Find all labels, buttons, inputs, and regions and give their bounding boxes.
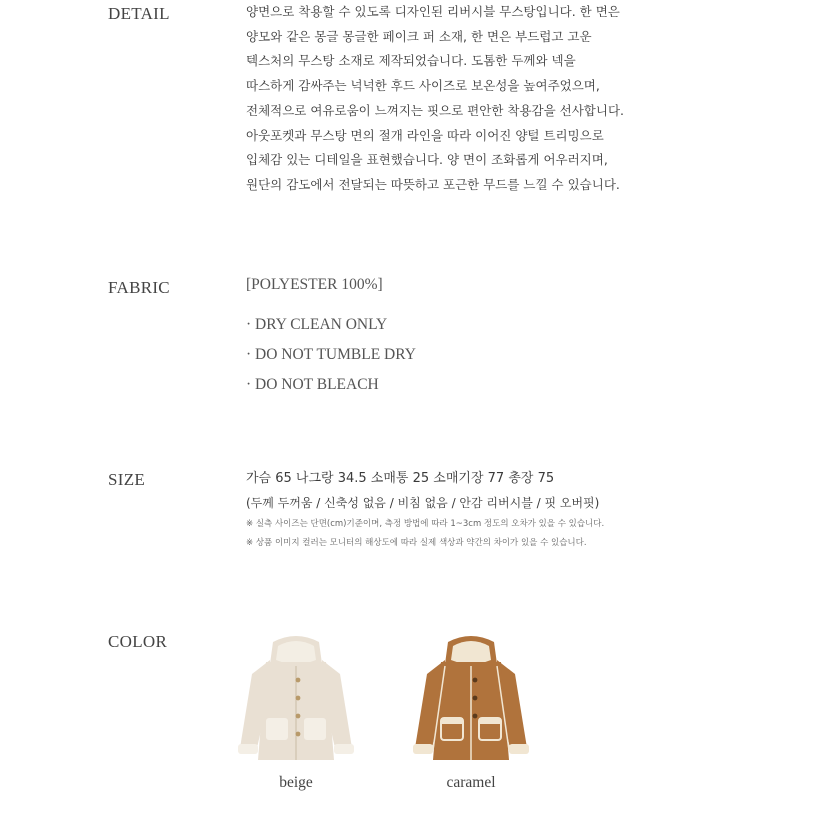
detail-label: DETAIL — [108, 4, 170, 23]
size-label: SIZE — [108, 470, 146, 489]
care-item: · DO NOT BLEACH — [246, 376, 379, 393]
jacket-caramel-image — [393, 630, 549, 770]
care-item: · DRY CLEAN ONLY — [246, 316, 388, 333]
detail-line: 따스하게 감싸주는 넉넉한 후드 사이즈로 보온성을 높여주었으며, — [246, 78, 600, 94]
care-item: · DO NOT TUMBLE DRY — [246, 346, 416, 363]
color-name-caramel: caramel — [446, 774, 496, 791]
detail-line: 텍스처의 무스탕 소재로 제작되었습니다. 도톰한 두께와 넥을 — [246, 53, 576, 69]
detail-description — [246, 0, 716, 198]
color-name-beige: beige — [279, 774, 313, 791]
size-measurements: 가슴 65 나그랑 34.5 소매통 25 소매기장 77 총장 75 — [246, 471, 555, 486]
detail-line: 원단의 감도에서 전달되는 따뜻하고 포근한 무드를 느낄 수 있습니다. — [246, 176, 620, 192]
detail-line: 전체적으로 여유로움이 느껴지는 핏으로 편안한 착용감을 선사합니다. — [246, 102, 624, 118]
detail-line: 양모와 같은 몽글 몽글한 페이크 퍼 소재, 한 면은 부드럽고 고운 — [246, 28, 592, 44]
detail-line: 양면으로 착용할 수 있도록 디자인된 리버시블 무스탕입니다. 한 면은 — [246, 4, 620, 19]
detail-line: 입체감 있는 디테일을 표현했습니다. 양 면이 조화롭게 어우러지며, — [246, 152, 608, 168]
size-attributes: (두께 두꺼움 / 신축성 없음 / 비침 없음 / 안감 리버시블 / 핏 오버핏) — [246, 496, 600, 510]
color-label: COLOR — [108, 632, 168, 651]
jacket-beige-image — [218, 630, 374, 770]
size-section — [246, 467, 604, 553]
size-note: ※ 실측 사이즈는 단면(cm)기준이며, 측정 방법에 따라 1~3cm 정도의 오차가 있을 수 있습니다. — [246, 519, 605, 529]
detail-line: 아웃포켓과 무스탕 면의 절개 라인을 따라 이어진 양털 트리밍으로 — [246, 127, 604, 143]
color-swatch-caramel[interactable] — [393, 630, 549, 770]
fabric-section — [246, 276, 416, 400]
color-swatch-beige[interactable] — [218, 630, 374, 770]
care-instructions — [246, 310, 416, 400]
fabric-label: FABRIC — [108, 278, 170, 297]
fabric-composition: [POLYESTER 100%] — [246, 276, 383, 293]
size-note: ※ 상품 이미지 컬러는 모니터의 해상도에 따라 실제 색상과 약간의 차이가 있을 수 있습니다. — [246, 538, 587, 548]
